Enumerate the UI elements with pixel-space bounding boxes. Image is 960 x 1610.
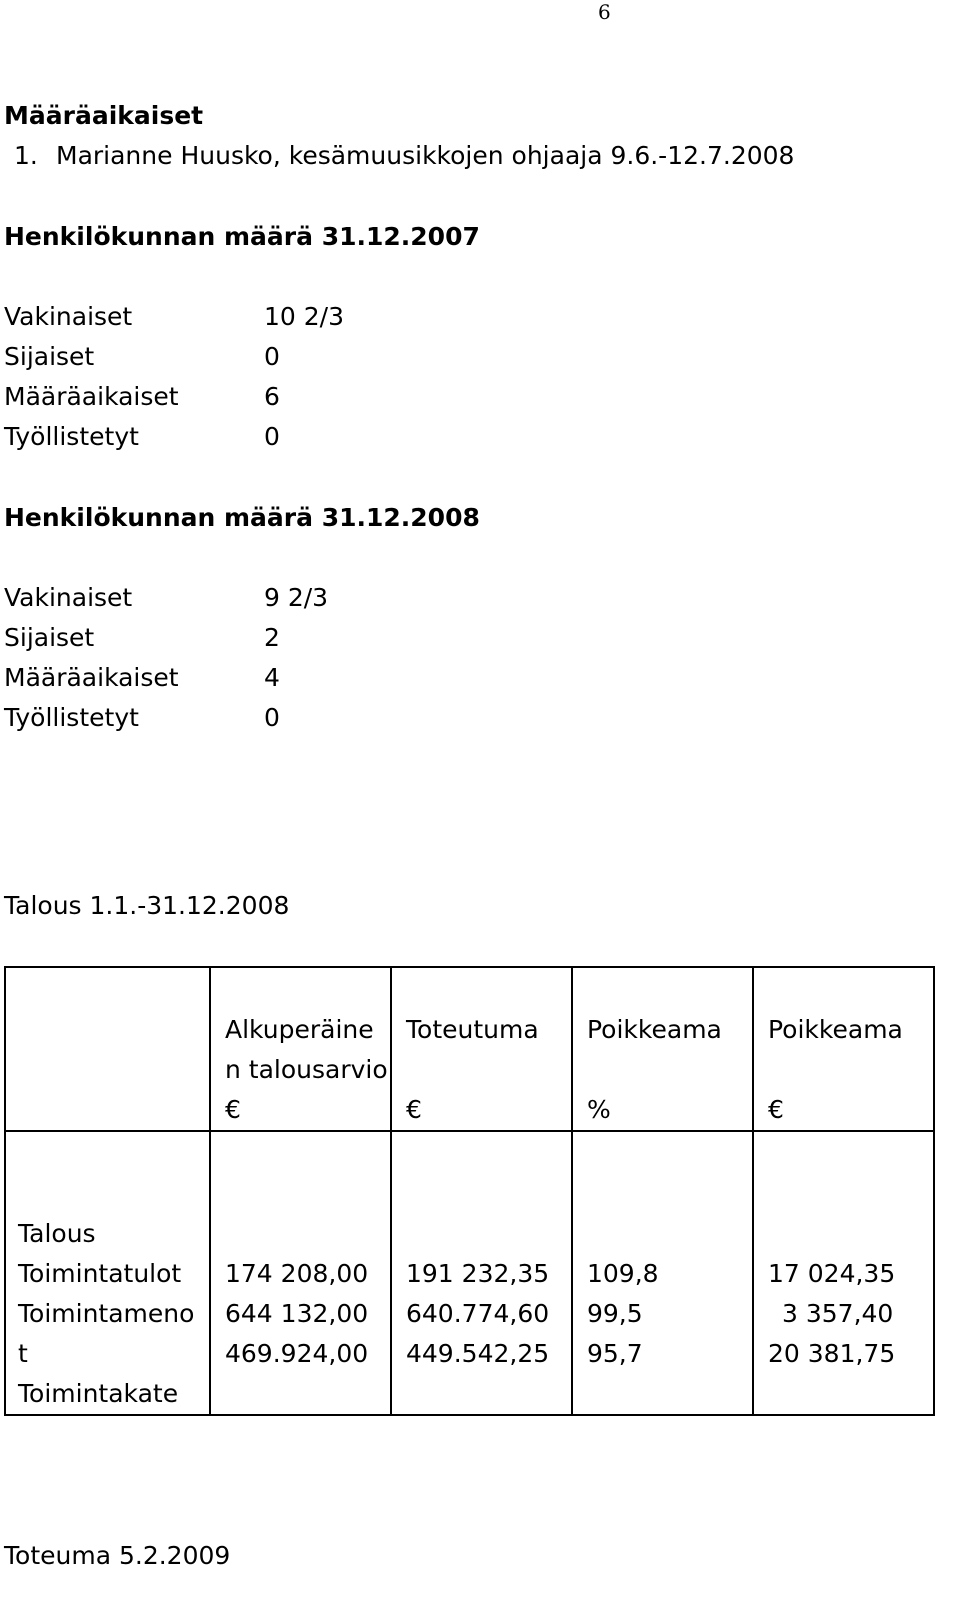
table-value: 174 208,00: [225, 1259, 369, 1288]
staff-2007-value: 6: [264, 382, 280, 411]
staff-2008-label: Määräaikaiset: [4, 663, 179, 692]
column-title-cont: [768, 1050, 933, 1090]
staff-2008-value: 2: [264, 623, 280, 652]
table-value: 640.774,60: [406, 1299, 550, 1328]
staff-2007-label: Työllistetyt: [4, 422, 139, 451]
table-value: 109,8: [587, 1259, 659, 1288]
column-title-cont: n talousarvio: [225, 1055, 388, 1084]
value-cell: [210, 1131, 391, 1415]
finance-header-cell: [210, 967, 391, 1131]
finance-header-row: [5, 967, 934, 1131]
value-cell: [753, 1131, 934, 1415]
finance-header-cell: [391, 967, 572, 1131]
table-value: 191 232,35: [406, 1259, 550, 1288]
column-unit: €: [225, 1095, 241, 1124]
column-unit: %: [587, 1095, 611, 1124]
staff-2007-label: Sijaiset: [4, 342, 95, 371]
row-label: Toimintatulot: [18, 1259, 182, 1288]
staff-2007-value: 0: [264, 422, 280, 451]
list-item-number: 1.: [14, 141, 38, 170]
table-value: 3 357,40: [782, 1299, 894, 1328]
staff-2008-label: Työllistetyt: [4, 703, 139, 732]
finance-header-cell: [753, 967, 934, 1131]
column-unit: €: [406, 1095, 422, 1124]
table-value: 95,7: [587, 1339, 643, 1368]
value-cell: [391, 1131, 572, 1415]
staff-2007-value: 0: [264, 342, 280, 371]
page-number: 6: [598, 0, 611, 24]
table-value: 449.542,25: [406, 1339, 550, 1368]
staff-2008-heading: Henkilökunnan määrä 31.12.2008: [4, 503, 480, 532]
column-title: Alkuperäine: [225, 1015, 374, 1044]
table-value: 20 381,75: [768, 1339, 896, 1368]
column-unit: €: [768, 1095, 784, 1124]
row-label: Toimintameno: [18, 1299, 195, 1328]
row-labels-cell: [5, 1131, 210, 1415]
finance-header-cell: [572, 967, 753, 1131]
staff-2008-value: 4: [264, 663, 280, 692]
table-value: 644 132,00: [225, 1299, 369, 1328]
value-cell: [572, 1131, 753, 1415]
staff-2008-list: [0, 578, 400, 738]
column-title-cont: [587, 1050, 752, 1090]
column-title-cont: [406, 1050, 571, 1090]
staff-2008-value: 0: [264, 703, 280, 732]
finance-header-empty: [5, 967, 210, 1131]
row-label: t: [18, 1339, 28, 1368]
column-title: Poikkeama: [768, 1015, 903, 1044]
staff-2008-label: Vakinaiset: [4, 583, 133, 612]
finance-heading: Talous 1.1.-31.12.2008: [4, 891, 290, 920]
fixed-term-heading: Määräaikaiset: [4, 101, 204, 130]
staff-2007-list: [0, 297, 400, 457]
row-label: Toimintakate: [18, 1379, 179, 1408]
row-label: Talous: [18, 1219, 96, 1248]
list-item-text: Marianne Huusko, kesämuusikkojen ohjaaja 9.6.-12.7.2008: [56, 141, 795, 170]
table-value: 17 024,35: [768, 1259, 896, 1288]
staff-2008-label: Sijaiset: [4, 623, 95, 652]
staff-2008-value: 9 2/3: [264, 583, 329, 612]
finance-table: [4, 966, 935, 1416]
column-title: Poikkeama: [587, 1015, 722, 1044]
staff-2007-heading: Henkilökunnan määrä 31.12.2007: [4, 222, 480, 251]
footer-note: Toteuma 5.2.2009: [4, 1541, 231, 1570]
staff-2007-label: Määräaikaiset: [4, 382, 179, 411]
finance-body-row: [5, 1131, 934, 1415]
column-title: Toteutuma: [406, 1015, 539, 1044]
table-value: 99,5: [587, 1299, 643, 1328]
staff-2007-label: Vakinaiset: [4, 302, 133, 331]
staff-2007-value: 10 2/3: [264, 302, 344, 331]
table-value: 469.924,00: [225, 1339, 369, 1368]
